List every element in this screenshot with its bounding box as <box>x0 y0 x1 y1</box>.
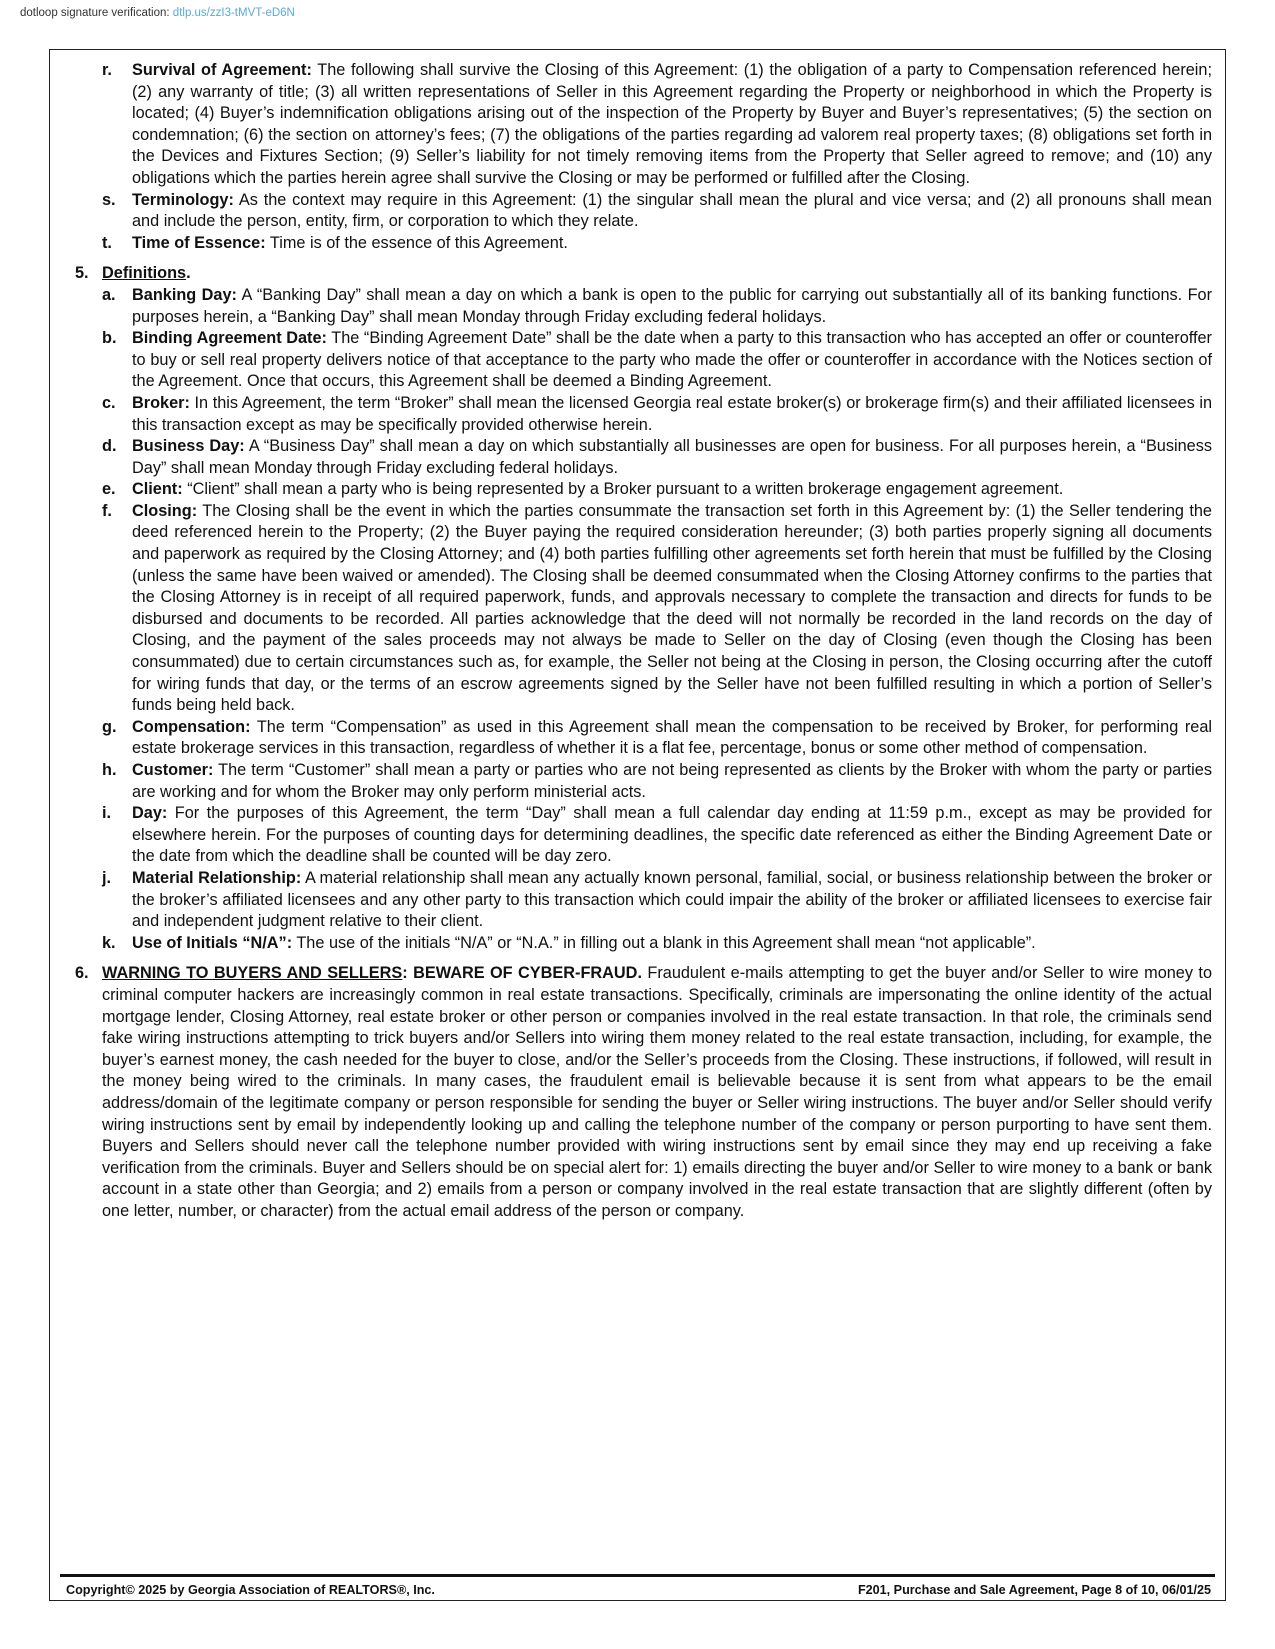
clause-heading: Binding Agreement Date: <box>132 329 327 348</box>
clause-text: For the purposes of this Agreement, the term “Day” shall mean a full calendar day ending at 11:59 p.m., except as may be provided for elsewhere herein. For the purposes of counting days for determining deadlines, the specific date referenced as either the Binding Agreement Date or the date from which the deadline shall be counted will be day zero. <box>132 804 1212 866</box>
clause-text: The term “Compensation” as used in this Agreement shall mean the compensation to be received by Broker, for performing real estate brokerage services in this transaction, regardless of whether it is a flat fee, percentage, bonus or some other method of compensation. <box>132 717 1213 758</box>
definition-j <box>75 868 1212 933</box>
clause-text: Time is of the essence of this Agreement. <box>269 233 568 252</box>
clause-mark: c. <box>102 393 116 412</box>
section-number: 6. <box>75 964 89 983</box>
copyright: Copyright© 2025 by Georgia Association of REALTORS®, Inc. <box>66 1583 435 1597</box>
clause-mark: f. <box>102 501 112 520</box>
clause-text: “Client” shall mean a party who is being represented by a Broker pursuant to a written brokerage engagement agreement. <box>187 480 1064 499</box>
section-title: Definitions <box>102 264 187 283</box>
clause-heading: Terminology: <box>132 190 234 209</box>
clause-heading: Customer: <box>132 761 214 779</box>
clause-text: The use of the initials “N/A” or “N.A.” in filling out a blank in this Agreement shall mean “not applicable”. <box>296 933 1036 952</box>
clause-mark: h. <box>102 761 117 779</box>
clause-text: A material relationship shall mean any actually known personal, familial, social, or business relationship between the broker or the broker’s affiliated licensees and any other party to this transaction which could impair the ability of the broker or affiliated licensees to exercise fair and independent judgment relative to their client. <box>132 868 1213 931</box>
signature-verification <box>20 7 295 19</box>
footer-divider <box>60 1574 1215 1577</box>
clause-text: As the context may require in this Agreement: (1) the singular shall mean the plural and vice versa; and (2) all pronouns shall mean and include the person, entity, firm, or corporation to which they relate. <box>132 190 1212 231</box>
clause-mark: g. <box>102 717 117 736</box>
clause-heading: Business Day: <box>132 437 245 456</box>
clause-heading: Compensation: <box>132 717 251 736</box>
clause-mark: b. <box>102 329 117 348</box>
clause-heading: Banking Day: <box>132 285 237 304</box>
definition-k <box>75 933 1212 955</box>
section-6 <box>75 963 1212 1222</box>
form-page-info: F201, Purchase and Sale Agreement, Page 8 of 10, 06/01/25 <box>857 1583 1211 1597</box>
clause-mark: a. <box>102 285 116 304</box>
clause-heading: Day: <box>132 804 168 823</box>
definition-b <box>75 328 1212 393</box>
clause-mark: s. <box>102 190 116 209</box>
clause-t <box>75 233 1212 255</box>
definition-f <box>75 501 1212 717</box>
clause-mark: t. <box>102 233 112 252</box>
clause-mark: r. <box>102 61 112 79</box>
clause-mark: d. <box>102 437 117 456</box>
clause-heading: Client: <box>132 480 183 499</box>
clause-text: A “Banking Day” shall mean a day on which a bank is open to the public for carrying out substantially all of its banking functions. For purposes herein, a “Banking Day” shall mean Monday through Friday excluding federal holidays. <box>132 285 1213 326</box>
verification-label: dotloop signature verification: <box>20 7 170 19</box>
section-number: 5. <box>75 264 89 283</box>
definition-a <box>75 285 1212 328</box>
clause-mark: j. <box>102 868 112 887</box>
clause-mark: k. <box>102 933 116 952</box>
clause-s <box>75 190 1212 233</box>
section-5-heading: 5. Definitions. <box>75 263 1212 285</box>
section-title: WARNING TO BUYERS AND SELLERS <box>102 964 403 983</box>
clause-text: In this Agreement, the term “Broker” shall mean the licensed Georgia real estate broker(s) or brokerage firm(s) and their affiliated licensees in this transaction except as may be specifically provided otherwise herein. <box>132 393 1212 434</box>
document-body <box>75 60 1212 1222</box>
definition-e <box>75 479 1212 501</box>
clause-mark: e. <box>102 480 116 499</box>
definition-d <box>75 436 1212 479</box>
clause-heading: Material Relationship: <box>132 868 302 887</box>
clause-mark: i. <box>102 804 112 823</box>
clause-heading: Use of Initials “N/A”: <box>132 933 293 952</box>
definition-h <box>75 760 1212 803</box>
clause-text: The Closing shall be the event in which the parties consummate the transaction set forth in this Agreement by: (1) the Seller tendering the deed referenced herein to the Property; (2) the Buyer paying the required consideration hereunder; (3) both parties properly signing all documents and paperwork as required by the Closing Attorney; and (4) both parties fulfilling other agreements set forth herein that must be fulfilled by the Closing (unless the same have been waived or amended). The Closing shall be deemed consummated when the Closing Attorney confirms to the parties that the Closing Attorney is in receipt of all required paperwork, funds, and approvals necessary to complete the transaction and directs for funds to be disbursed and documents to be recorded. All parties acknowledge that the deed will not normally be recorded in the land records on the day of Closing, and the payment of the sales proceeds may not always be made to Seller on the day of Closing (even though the Closing has been consummated) due to certain circumstances such as, for example, the Seller not being at the Closing in person, the Closing occurring after the cutoff for wiring funds that day, or the terms of an escrow agreements signed by the Seller have not been fulfilled resulting in which a portion of Seller’s funds being held back. <box>132 501 1212 715</box>
clause-heading: Survival of Agreement: <box>132 61 312 79</box>
clause-text: The term “Customer” shall mean a party or parties who are not being represented as clients by the Broker with whom the party or parties are working and for whom the Broker may only perform ministerial acts. <box>132 761 1212 801</box>
section-text: Fraudulent e-mails attempting to get the buyer and/or Seller to wire money to criminal computer hackers are increasingly common in real estate transactions. Specifically, criminals are impersonating the online identity of the actual mortgage lender, Closing Attorney, real estate broker or other person or companies involved in the real estate transaction. In that role, the criminals send fake wiring instructions attempting to trick buyers and/or Sellers into wiring them money related to the real estate transaction, including, for example, the buyer’s earnest money, the cash needed for the buyer to close, and/or the Seller’s proceeds from the Closing. These instructions, if followed, will result in the money being wired to the criminals. In many cases, the fraudulent email is believable because it is sent from what appears to be the email address/domain of the legitimate company or person responsible for sending the buyer or Seller wiring instructions. The buyer and/or Seller should verify wiring instructions sent by email by independently looking up and calling the telephone number of the company or person purporting to have sent them. Buyers and Sellers should never call the telephone number provided with wiring instructions sent by email since they may end up receiving a fake verification from the criminals. Buyer and Sellers should be on special alert for: 1) emails directing the buyer and/or Seller to wire money to a bank or bank account in a state other than Georgia; and 2) emails from a person or company involved in the real estate transaction that are slightly different (often by one letter, number, or character) from the actual email address of the person or company. <box>102 964 1212 1220</box>
clause-heading: Time of Essence: <box>132 233 266 252</box>
definition-g <box>75 717 1212 760</box>
clause-text: The following shall survive the Closing of this Agreement: (1) the obligation of a party to Compensation referenced herein; (2) any warranty of title; (3) all written representations of Seller in this Agreement regarding the Property or neighborhood in which the Property is located; (4) Buyer’s indemnification obligations arising out of the inspection of the Property by Buyer and Buyer’s representatives; (5) the section on condemnation; (6) the section on attorney’s fees; (7) the obligations of the parties regarding ad valorem real property taxes; (8) obligations set forth in the Devices and Fixtures Section; (9) Seller’s liability for not timely removing items from the Property that Seller agreed to remove; and (10) any obligations which the parties herein agree shall survive the Closing or may be performed or fulfilled after the Closing. <box>132 61 1212 187</box>
section-title-rest: : BEWARE OF CYBER-FRAUD. <box>402 964 642 983</box>
verification-link[interactable]: dtlp.us/zzI3-tMVT-eD6N <box>172 7 295 19</box>
page-footer <box>66 1583 1211 1597</box>
clause-heading: Closing: <box>132 501 198 520</box>
definition-c <box>75 393 1212 436</box>
definition-i <box>75 803 1212 868</box>
clause-r <box>75 60 1212 190</box>
clause-heading: Broker: <box>132 393 190 412</box>
clause-text: The “Binding Agreement Date” shall be the date when a party to this transaction who has accepted an offer or counteroffer to buy or sell real property delivers notice of that acceptance to the party who made the offer or counteroffer in accordance with the Notices section of the Agreement. Once that occurs, this Agreement shall be deemed a Binding Agreement. <box>132 329 1212 391</box>
clause-text: A “Business Day” shall mean a day on which substantially all businesses are open for business. For all purposes herein, a “Business Day” shall mean Monday through Friday excluding federal holidays. <box>132 437 1213 477</box>
